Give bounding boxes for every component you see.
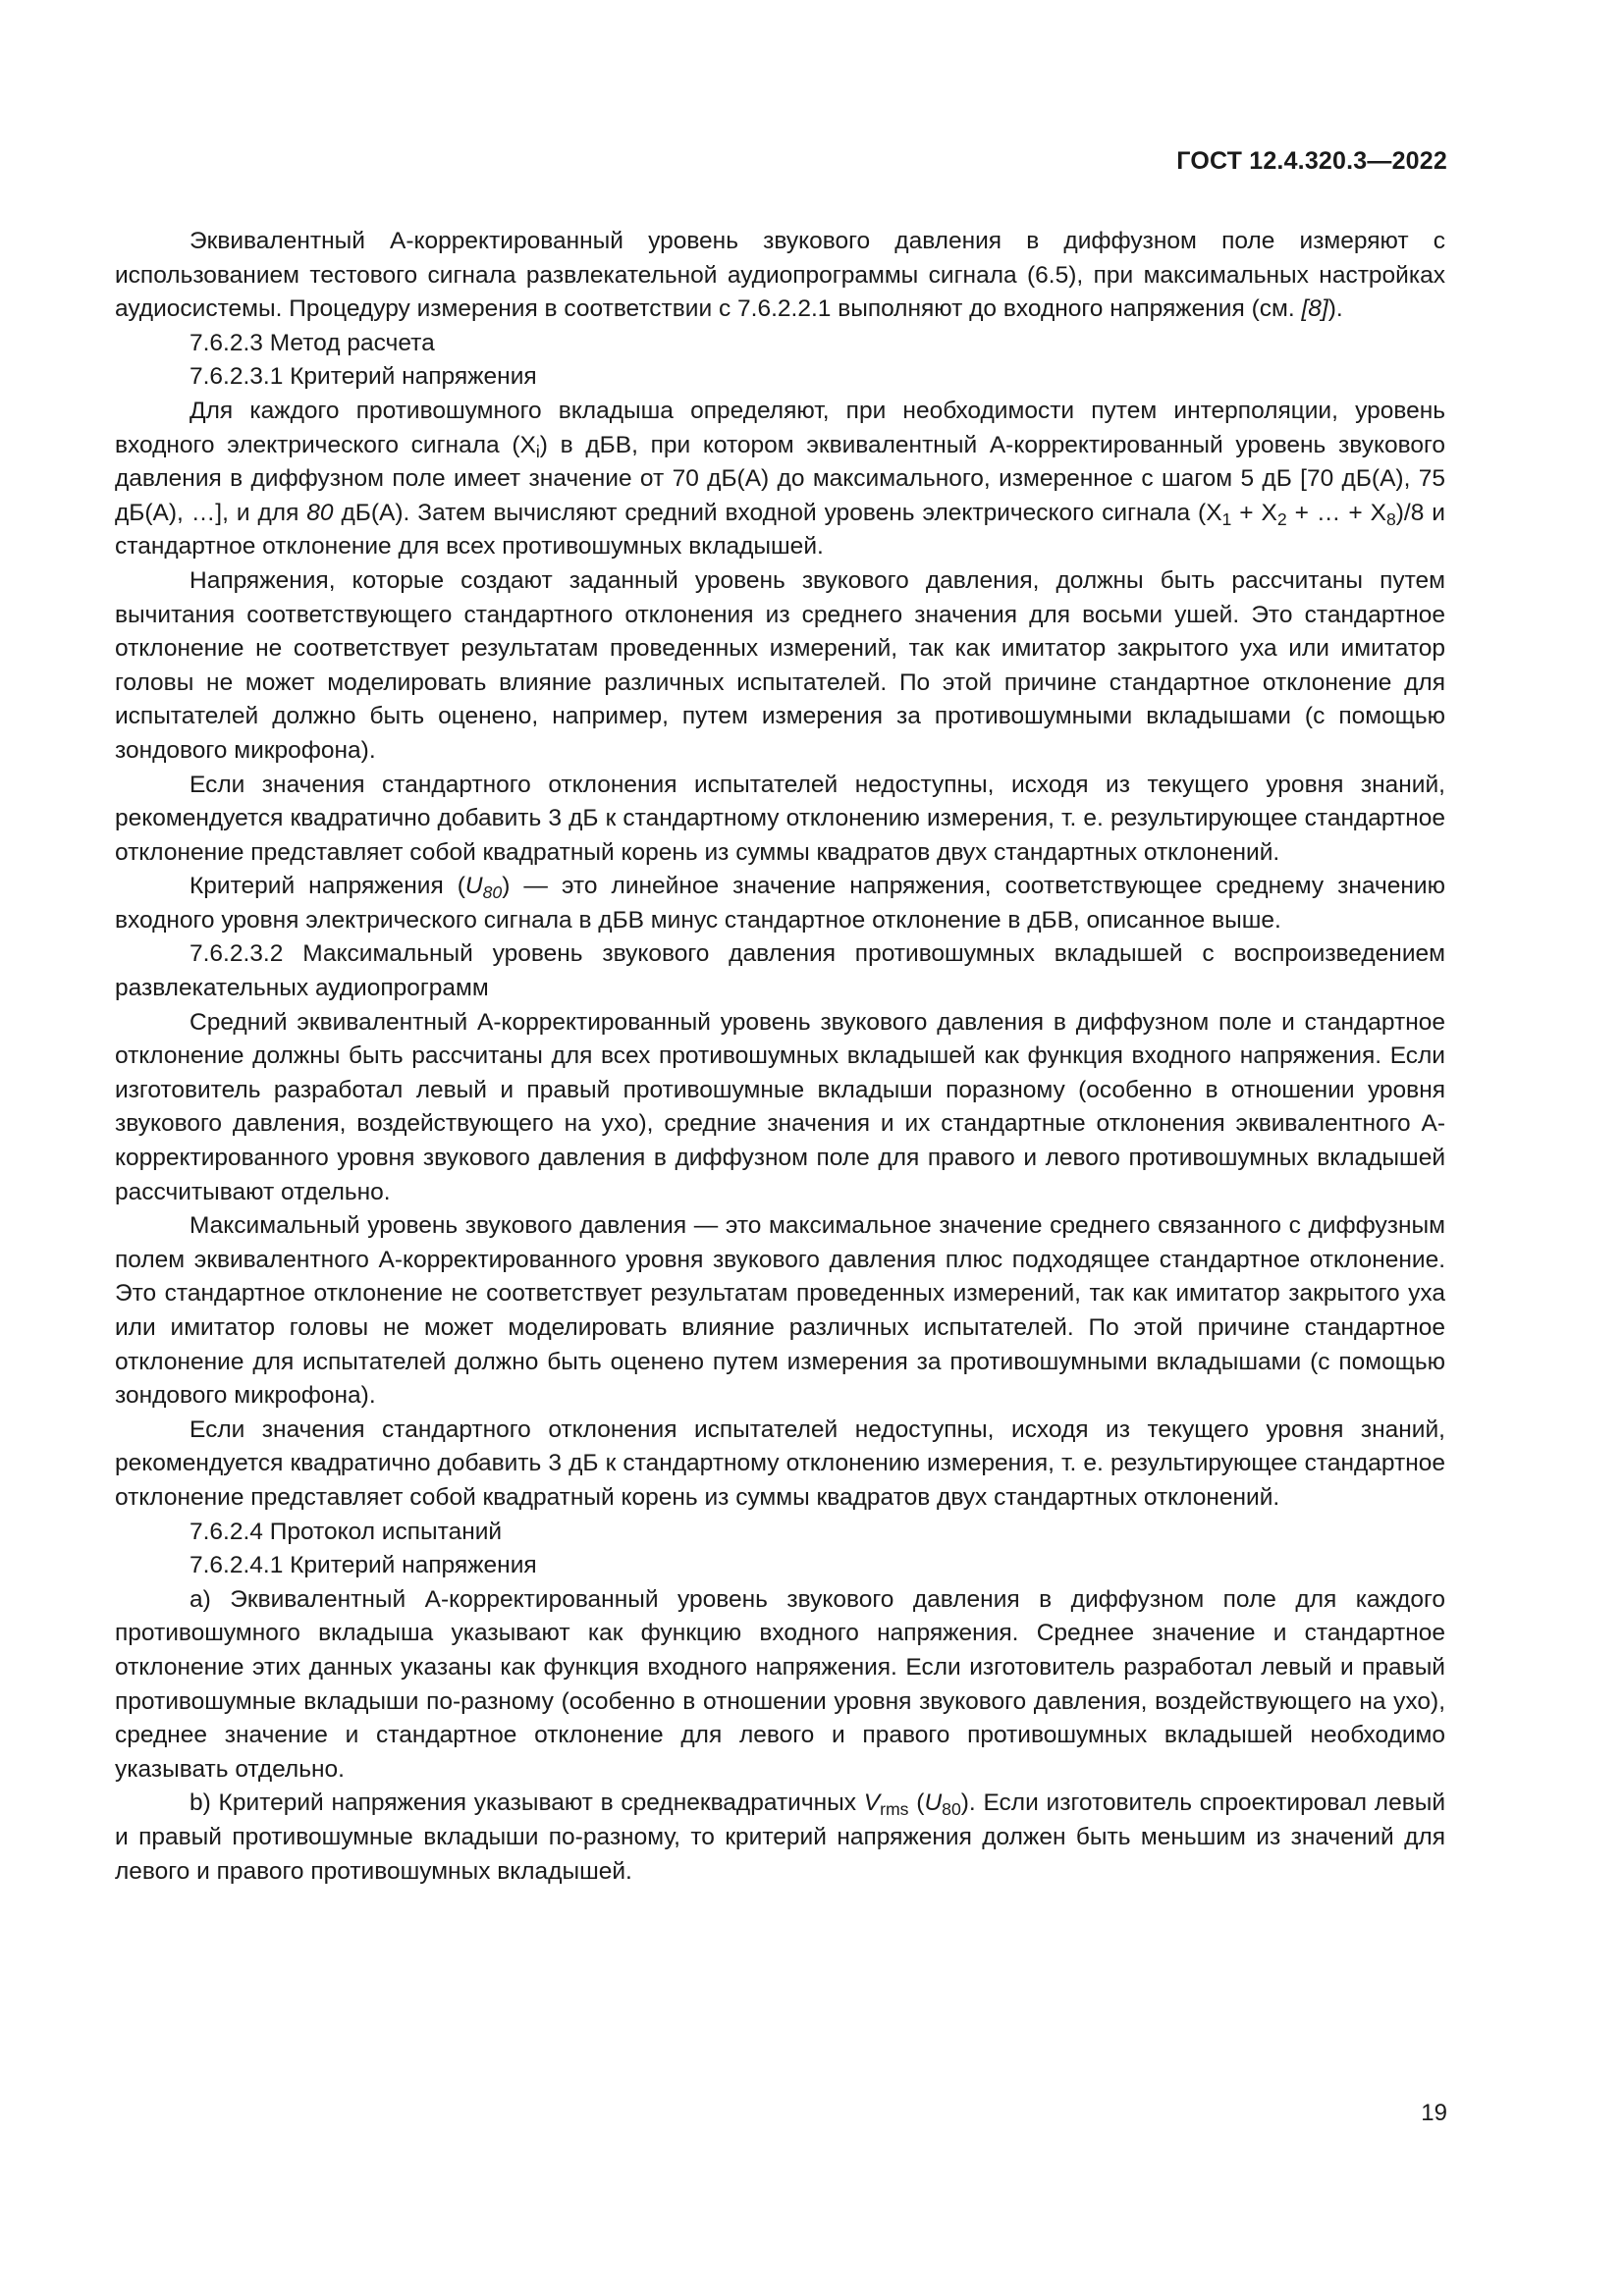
paragraph-mean-level: Средний эквивалентный А-корректированный уровень звукового давления в диффузном поле и стандартное отклонение должны быть рассчитаны для всех противошумных вкладышей как функция входного напряжения. Если изготовитель разработал левый и правый противошумные вкладыши поразному (особенно в отношении уровня звукового давления, воздействующего на ухо), средние значения и их стандартные отклонения эквивалентного А-корректированного уровня звукового давления в диффузном поле для правого и левого противошумных вкладышей рассчитывают отдельно. <box>115 1008 1445 1205</box>
section-heading-7624: 7.6.2.4 Протокол испытаний <box>189 1518 503 1545</box>
paragraph-voltage-criterion: Критерий напряжения $(U_{80})$ — это линейное значение напряжения, соответствующее среднему значению входного уровня электрического сигнала в дБВ минус стандартное отклонение в дБВ, описанное выше. <box>115 873 1445 934</box>
paragraph-measurement: Эквивалентный А-корректированный уровень звукового давления в диффузном поле измеряют с использованием тестового сигнала развлекательной аудиопрограммы сигнала (6.5), при максимальных настройках аудиосистемы. Процедуру измерения в соответствии с 7.6.2.2.1 выполняют до входного напряжения (см. [8]). <box>115 228 1445 323</box>
subsection-heading-76232: 7.6.2.3.2 Максимальный уровень звукового давления противошумных вкладышей с воспроизведением развлекательных аудиопрограмм <box>115 940 1445 1002</box>
section-heading-7623: 7.6.2.3 Метод расчета <box>189 329 435 356</box>
list-item-b: b) Критерий напряжения указывают в среднеквадратичных $V_{rms}$ $(U_{80})$. Если изготовитель спроектировал левый и правый противошумные вкладыши по-разному, то критерий напряжения должен быть меньшим из значений для левого и правого противошумных вкладышей. <box>115 1789 1446 1885</box>
page-body <box>115 225 1445 1889</box>
paragraph-max-level: Максимальный уровень звукового давления — это максимальное значение среднего связанного с диффузным полем эквивалентного А-корректированного уровня звукового давления плюс подходящее стандартное отклонение. Это стандартное отклонение не соответствует результатам проведенных измерений, так как имитатор закрытого уха или имитатор головы не может моделировать влияние различных испытателей. По этой причине стандартное отклонение для испытателей должно быть оценено путем измерения за противошумными вкладышами (с помощью зондового микрофона). <box>115 1212 1445 1410</box>
page-number: 19 <box>1421 2100 1447 2126</box>
reference-8: [8] <box>1301 295 1328 323</box>
subsection-heading-76241: 7.6.2.4.1 Критерий напряжения <box>189 1552 537 1579</box>
subsection-heading-76231: 7.6.2.3.1 Критерий напряжения <box>189 363 537 391</box>
paragraph-std-dev-2: Если значения стандартного отклонения испытателей недоступны, исходя из текущего уровня знаний, рекомендуется квадратично добавить 3 дБ к стандартному отклонению измерения, т. е. результирующее стандартное отклонение представляет собой квадратный корень из суммы квадратов двух стандартных отклонений. <box>115 1415 1445 1511</box>
list-item-a: а) Эквивалентный А-корректированный уровень звукового давления в диффузном поле для каждого противошумного вкладыша указывают как функцию входного напряжения. Среднее значение и стандартное отклонение этих данных указаны как функция входного напряжения. Если изготовитель разработал левый и правый противошумные вкладыши по-разному (особенно в отношении уровня звукового давления, воздействующего на ухо), среднее значение и стандартное отклонение для левого и правого противошумных вкладышей необходимо указывать отдельно. <box>115 1585 1445 1783</box>
paragraph-std-dev-1: Если значения стандартного отклонения испытателей недоступны, исходя из текущего уровня знаний, рекомендуется квадратично добавить 3 дБ к стандартному отклонению измерения, т. е. результирующее стандартное отклонение представляет собой квадратный корень из суммы квадратов двух стандартных отклонений. <box>115 771 1445 866</box>
paragraph-voltages: Напряжения, которые создают заданный уровень звукового давления, должны быть рассчитаны путем вычитания соответствующего стандартного отклонения из среднего значения для восьми ушей. Это стандартное отклонение не соответствует результатам проведенных измерений, так как имитатор закрытого уха или имитатор головы не может моделировать влияние различных испытателей. По этой причине стандартное отклонение для испытателей должно быть оценено, например, путем измерения за противошумными вкладышами (с помощью зондового микрофона). <box>115 566 1445 764</box>
document-header: ГОСТ 12.4.320.3—2022 <box>1176 147 1447 175</box>
paragraph-input-level: Для каждого противошумного вкладыша определяют, при необходимости путем интерполяции, уровень входного электрического сигнала $(X_i)$ в дБВ, при котором эквивалентный А-корректированный уровень звукового давления в диффузном поле имеет значение от 70 дБ(А) до максимального, измеренное с шагом 5 дБ [70 дБ(А), 75 дБ(А), …], и для 80 дБ(А). Затем вычисляют средний входной уровень электрического сигнала ($X_1 + X_2$ + … + $X_8)/8$ и стандартное отклонение для всех противошумных вкладышей. <box>115 397 1445 561</box>
